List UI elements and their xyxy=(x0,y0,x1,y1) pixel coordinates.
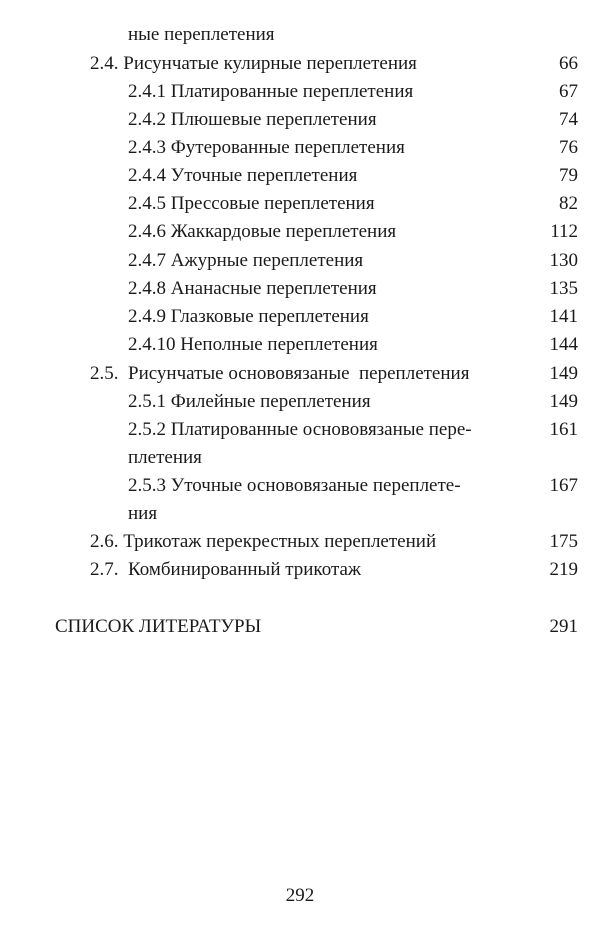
page-number: 292 xyxy=(285,885,315,906)
toc-entry-label: 2.4.3 Футерованные переплетения xyxy=(128,137,405,158)
references-page: 291 xyxy=(549,616,578,637)
toc-entry-page: 161 xyxy=(549,419,578,440)
references-label: СПИСОК ЛИТЕРАТУРЫ xyxy=(55,616,262,637)
toc-entry-page: 67 xyxy=(559,81,578,102)
toc-entry-page: 79 xyxy=(559,165,578,186)
toc-entry-page: 219 xyxy=(549,559,578,580)
toc-entry-page: 82 xyxy=(559,193,578,214)
toc-entry-page: 135 xyxy=(549,278,578,299)
toc-entry-page: 74 xyxy=(559,109,578,130)
toc-entry-label: 2.5.3 Уточные основовязаные переплете- xyxy=(128,475,461,496)
toc-entry-label: 2.5.1 Филейные переплетения xyxy=(128,391,371,412)
toc-entry-page: 130 xyxy=(549,250,578,271)
toc-entry-label: 2.4. Рисунчатые кулирные переплетения xyxy=(90,53,417,74)
toc-entry-label: 2.7. Комбинированный трикотаж xyxy=(90,559,362,580)
toc-entry-label: 2.5. Рисунчатые основовязаные переплетения xyxy=(90,363,470,384)
toc-entry-page: 167 xyxy=(549,475,578,496)
toc-entry-page: 76 xyxy=(559,137,578,158)
toc-entry-page: 66 xyxy=(559,53,578,74)
toc-entry-label: 2.4.2 Плюшевые переплетения xyxy=(128,109,377,130)
toc-entry-label: 2.4.9 Глазковые переплетения xyxy=(128,306,369,327)
toc-entry-page: 141 xyxy=(549,306,578,327)
toc-entry-label: 2.4.1 Платированные переплетения xyxy=(128,81,414,102)
toc-entry-label: 2.4.8 Ананасные переплетения xyxy=(128,278,377,299)
toc-entry-label: 2.4.6 Жаккардовые переплетения xyxy=(128,221,397,242)
toc-entry-label: 2.4.10 Неполные переплетения xyxy=(128,334,378,355)
toc-entry-label: 2.4.5 Прессовые переплетения xyxy=(128,193,375,214)
toc-entry-page: 175 xyxy=(549,531,578,552)
toc-entry-page: 149 xyxy=(549,391,578,412)
toc-entry-label: 2.5.2 Платированные основовязаные пере- xyxy=(128,419,472,440)
toc-entry-label: 2.4.4 Уточные переплетения xyxy=(128,165,358,186)
toc-entry-label: 2.4.7 Ажурные переплетения xyxy=(128,250,364,271)
toc-entry-label-continued: ния xyxy=(128,503,158,524)
toc-entry-page: 144 xyxy=(549,334,578,355)
toc-entry-page: 112 xyxy=(550,221,578,242)
toc-entry-label-continued: плетения xyxy=(128,447,202,468)
toc-entry-label: 2.6. Трикотаж перекрестных переплетений xyxy=(90,531,437,552)
toc-entry-page: 149 xyxy=(549,363,578,384)
toc-continuation: ные переплетения xyxy=(128,24,275,45)
